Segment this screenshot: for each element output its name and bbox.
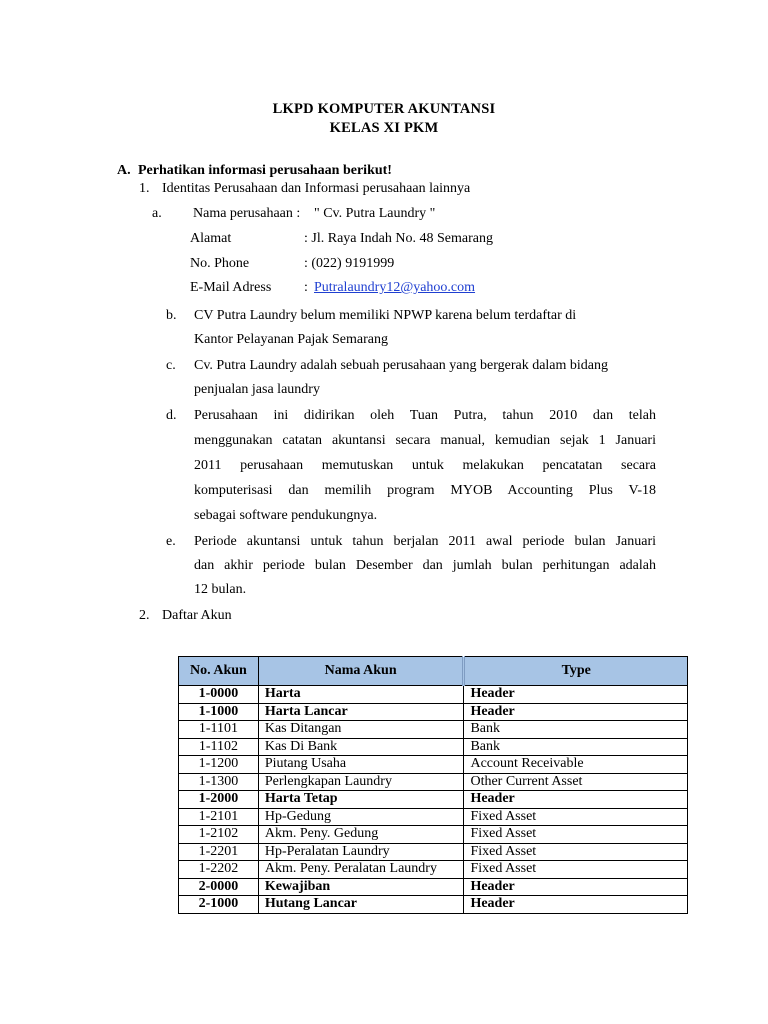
- account-type: Header: [464, 703, 688, 721]
- item-c-line-2: penjualan jasa laundry: [194, 382, 320, 397]
- header-account-name: Nama Akun: [258, 657, 464, 686]
- account-type: Bank: [464, 721, 688, 739]
- account-type: Fixed Asset: [464, 826, 688, 844]
- item-2-text: Daftar Akun: [162, 608, 232, 623]
- account-name: Kas Ditangan: [258, 721, 464, 739]
- account-type: Header: [464, 896, 688, 914]
- item-d-line-4: komputerisasi dan memilih program MYOB Accounting Plus V-18: [194, 483, 656, 498]
- account-name: Piutang Usaha: [258, 756, 464, 774]
- account-name: Akm. Peny. Peralatan Laundry: [258, 861, 464, 879]
- email-link[interactable]: Putralaundry12@yahoo.com: [314, 280, 476, 295]
- phone-label: No. Phone: [190, 256, 250, 271]
- item-d-line-3: 2011 perusahaan memutuskan untuk melakukan pencatatan secara: [194, 458, 656, 473]
- account-type: Header: [464, 791, 688, 809]
- item-1-text: Identitas Perusahaan dan Informasi perusahaan lainnya: [162, 181, 471, 196]
- table-row: [179, 896, 688, 914]
- account-code: 1-0000: [179, 686, 259, 704]
- table-header-row: [179, 657, 688, 686]
- item-b-line-1: CV Putra Laundry belum memiliki NPWP karena belum terdaftar di: [194, 308, 577, 323]
- document-subtitle: KELAS XI PKM: [329, 120, 439, 136]
- account-code: 1-2102: [179, 826, 259, 844]
- table-row: [179, 756, 688, 774]
- account-code: 1-2101: [179, 808, 259, 826]
- email-colon: :: [304, 280, 308, 295]
- account-code: 2-1000: [179, 896, 259, 914]
- table-row: [179, 773, 688, 791]
- account-type: Header: [464, 878, 688, 896]
- item-c-marker: c.: [166, 358, 176, 373]
- item-c-line-1: Cv. Putra Laundry adalah sebuah perusahaan yang bergerak dalam bidang: [194, 358, 609, 373]
- item-b-line-2: Kantor Pelayanan Pajak Semarang: [194, 332, 388, 347]
- account-type: Fixed Asset: [464, 843, 688, 861]
- table-row: [179, 686, 688, 704]
- table-row: [179, 721, 688, 739]
- account-type: Bank: [464, 738, 688, 756]
- item-e-line-2: dan akhir periode bulan Desember dan jumlah bulan perhitungan adalah: [194, 558, 656, 573]
- account-name: Kas Di Bank: [258, 738, 464, 756]
- accounts-table: [178, 656, 688, 914]
- item-e-marker: e.: [166, 534, 176, 549]
- table-row: [179, 843, 688, 861]
- company-name-value: " Cv. Putra Laundry ": [314, 206, 436, 221]
- email-label: E-Mail Adress: [190, 280, 272, 295]
- item-b-marker: b.: [166, 308, 177, 323]
- address-value: : Jl. Raya Indah No. 48 Semarang: [304, 231, 493, 246]
- account-type: Account Receivable: [464, 756, 688, 774]
- section-a-marker: A.: [117, 163, 131, 178]
- account-type: Fixed Asset: [464, 808, 688, 826]
- table-row: [179, 808, 688, 826]
- account-code: 1-2201: [179, 843, 259, 861]
- table-row: [179, 703, 688, 721]
- account-name: Hp-Peralatan Laundry: [258, 843, 464, 861]
- document-title: LKPD KOMPUTER AKUNTANSI: [272, 101, 496, 117]
- table-row: [179, 878, 688, 896]
- account-type: Header: [464, 686, 688, 704]
- account-name: Hp-Gedung: [258, 808, 464, 826]
- account-code: 1-1200: [179, 756, 259, 774]
- account-name: Kewajiban: [258, 878, 464, 896]
- account-code: 1-2000: [179, 791, 259, 809]
- section-a-heading: Perhatikan informasi perusahaan berikut!: [138, 163, 392, 178]
- account-code: 1-1101: [179, 721, 259, 739]
- item-d-line-5: sebagai software pendukungnya.: [194, 508, 378, 523]
- table-row: [179, 861, 688, 879]
- account-code: 1-2202: [179, 861, 259, 879]
- company-name-label: Nama perusahaan :: [193, 206, 301, 221]
- header-account-type: Type: [464, 657, 688, 686]
- account-code: 1-1300: [179, 773, 259, 791]
- table-row: [179, 791, 688, 809]
- item-d-line-2: menggunakan catatan akuntansi secara manual, kemudian sejak 1 Januari: [194, 433, 656, 448]
- account-type: Other Current Asset: [464, 773, 688, 791]
- account-name: Harta: [258, 686, 464, 704]
- account-code: 2-0000: [179, 878, 259, 896]
- account-code: 1-1000: [179, 703, 259, 721]
- account-name: Harta Tetap: [258, 791, 464, 809]
- item-e-line-3: 12 bulan.: [194, 582, 247, 597]
- item-e-line-1: Periode akuntansi untuk tahun berjalan 2011 awal periode bulan Januari: [194, 534, 656, 549]
- item-2-marker: 2.: [139, 608, 150, 623]
- account-name: Harta Lancar: [258, 703, 464, 721]
- header-account-number: No. Akun: [179, 657, 259, 686]
- account-code: 1-1102: [179, 738, 259, 756]
- table-row: [179, 826, 688, 844]
- table-row: [179, 738, 688, 756]
- account-name: Hutang Lancar: [258, 896, 464, 914]
- phone-value: : (022) 9191999: [304, 256, 395, 271]
- item-d-line-1: Perusahaan ini didirikan oleh Tuan Putra, tahun 2010 dan telah: [194, 408, 656, 423]
- address-label: Alamat: [190, 231, 232, 246]
- account-type: Fixed Asset: [464, 861, 688, 879]
- account-name: Perlengkapan Laundry: [258, 773, 464, 791]
- item-1-marker: 1.: [139, 181, 150, 196]
- item-a-marker: a.: [152, 206, 162, 221]
- item-d-marker: d.: [166, 408, 177, 423]
- account-name: Akm. Peny. Gedung: [258, 826, 464, 844]
